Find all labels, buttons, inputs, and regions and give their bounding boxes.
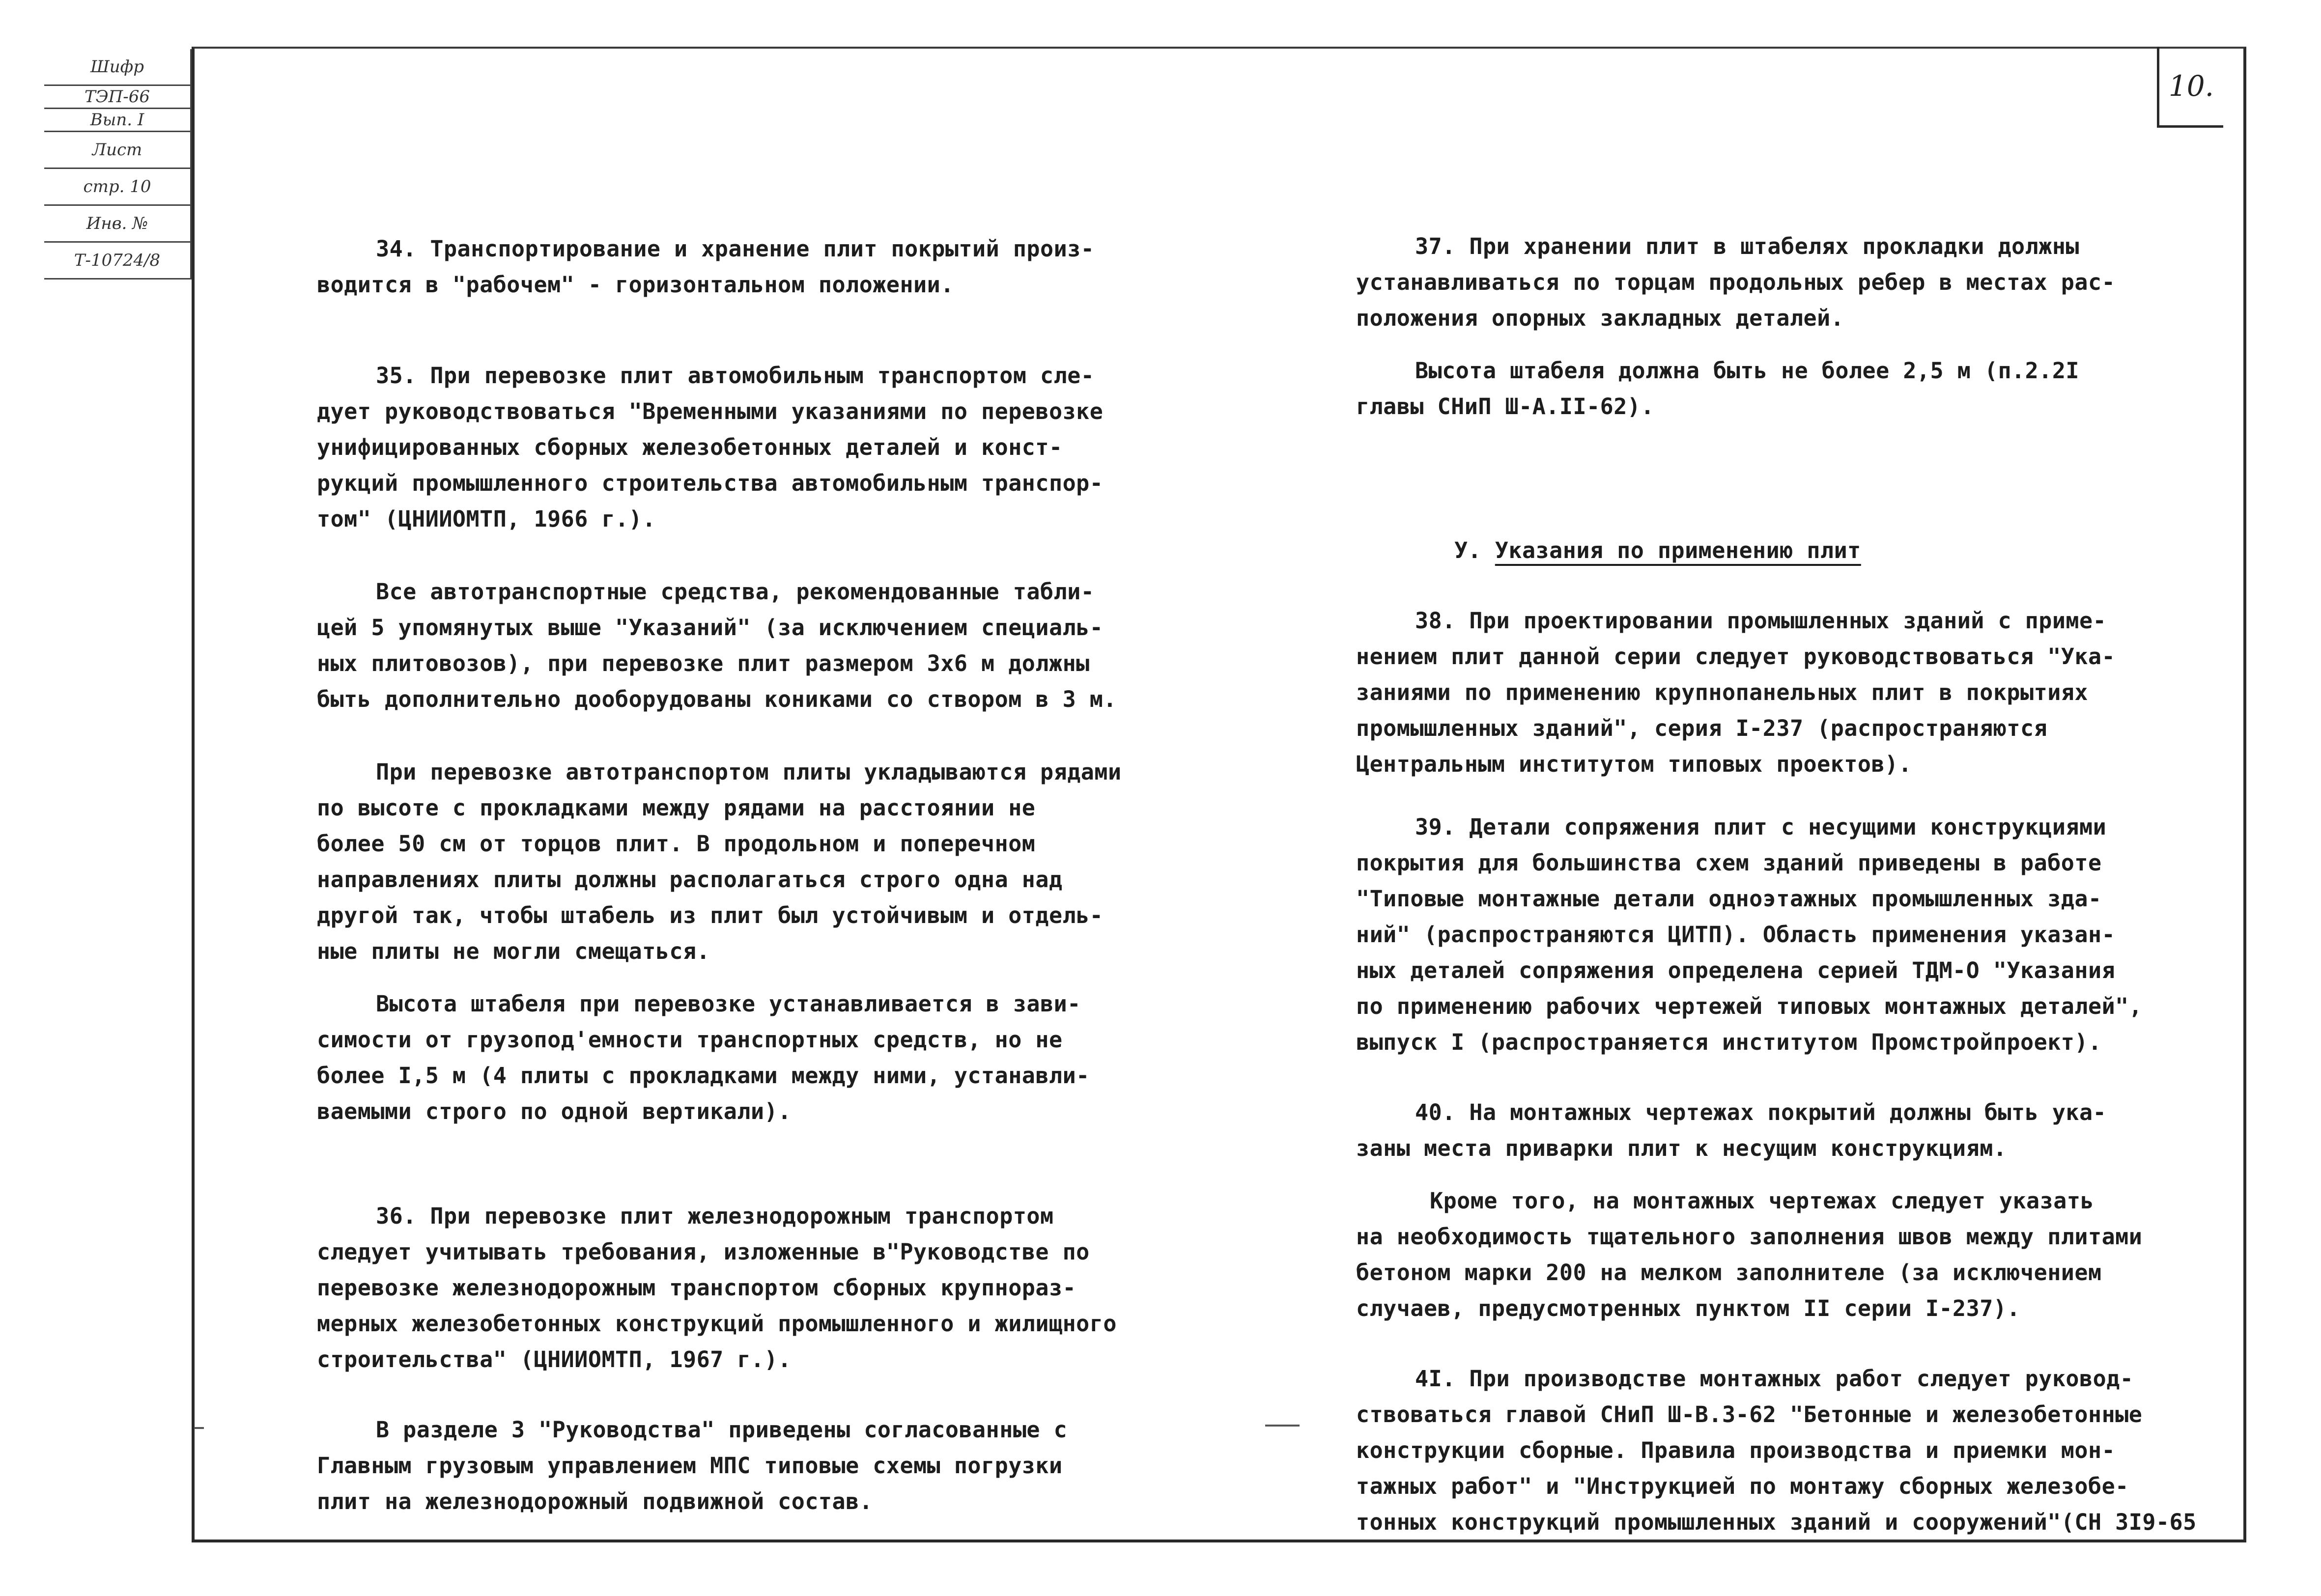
text-line: ных плитовозов), при перевозке плит размером 3х6 м должны: [317, 650, 1090, 676]
paragraph-39: [1356, 809, 2231, 1060]
text-line: рукций промышленного строительства автомобильным транспор-: [317, 470, 1104, 496]
text-line: дует руководствоваться "Временными указаниями по перевозке: [317, 398, 1104, 424]
archive-stamp: [44, 49, 192, 280]
text-line: 4I. При производстве монтажных работ следует руковод-: [1415, 1366, 2134, 1392]
text-line: ний" (распространяются ЦИТП). Область применения указан-: [1356, 922, 2116, 948]
page-number: 10.: [2157, 47, 2223, 128]
text-line: покрытия для большинства схем зданий приведены в работе: [1356, 850, 2102, 876]
text-line: Кроме того, на монтажных чертежах следует указать: [1430, 1188, 2095, 1214]
text-line: более 50 см от торцов плит. В продольном и поперечном: [317, 831, 1036, 857]
text-line: 34. Транспортирование и хранение плит покрытий произ-: [376, 236, 1095, 262]
text-line: 36. При перевозке плит железнодорожным транспортом: [376, 1203, 1054, 1229]
text-line: ных деталей сопряжения определена серией ТДМ-О "Указания: [1356, 957, 2116, 983]
text-line: строительства" (ЦНИИОМТП, 1967 г.).: [317, 1346, 792, 1372]
text-line: заниями по применению крупнопанельных плит в покрытиях: [1356, 679, 2088, 705]
stamp-line: Т-10724/8: [44, 243, 192, 280]
paragraph-34: [317, 231, 1194, 303]
stamp-line: стр. 10: [44, 169, 192, 206]
stamp-line: Шифр: [44, 49, 192, 86]
text-line: главы СНиП Ш-А.II-62).: [1356, 393, 1655, 420]
text-line: по применению рабочих чертежей типовых монтажных деталей",: [1356, 993, 2143, 1019]
section-heading: [1356, 532, 2231, 568]
text-line: перевозке железнодорожным транспортом сборных крупнораз-: [317, 1275, 1076, 1301]
paragraph-37-height: [1356, 353, 2231, 424]
text-line: При перевозке автотранспортом плиты укладываются рядами: [376, 759, 1122, 785]
margin-tick: [194, 1427, 204, 1429]
paragraph-35-vehicles: [317, 574, 1194, 717]
stamp-line: ТЭП-66: [44, 86, 192, 109]
paragraph-36-section3: [317, 1412, 1194, 1519]
paragraph-38: [1356, 603, 2231, 782]
paragraph-35-height: [317, 986, 1194, 1129]
paragraph-35: [317, 358, 1194, 537]
text-line: унифицированных сборных железобетонных деталей и конст-: [317, 434, 1063, 460]
text-line: 37. При хранении плит в штабелях прокладки должны: [1415, 233, 2080, 259]
text-line: на необходимость тщательного заполнения швов между плитами: [1356, 1224, 2143, 1250]
text-line: 39. Детали сопряжения плит с несущими конструкциями: [1415, 814, 2107, 840]
paragraph-37: [1356, 228, 2231, 336]
right-column: [1356, 228, 2231, 1540]
text-line: быть дополнительно дооборудованы кониками со створом в 3 м.: [317, 686, 1117, 712]
text-line: заны места приварки плит к несущим конструкциям.: [1356, 1135, 2007, 1161]
text-line: Центральным институтом типовых проектов).: [1356, 751, 1912, 777]
text-line: ваемыми строго по одной вертикали).: [317, 1098, 792, 1124]
stamp-line: Инв. №: [44, 206, 192, 243]
text-line: мерных железобетонных конструкций промышленного и жилищного: [317, 1311, 1117, 1337]
text-line: "Типовые монтажные детали одноэтажных промышленных зда-: [1356, 886, 2102, 912]
left-column: [317, 231, 1194, 1519]
text-line: тажных работ" и "Инструкцией по монтажу сборных железобе-: [1356, 1473, 2129, 1499]
text-line: водится в "рабочем" - горизонтальном положении.: [317, 272, 954, 298]
text-line: конструкции сборные. Правила производства и приемки мон-: [1356, 1437, 2116, 1463]
paragraph-40: [1356, 1094, 2231, 1166]
section-number: У.: [1454, 537, 1482, 563]
text-line: Высота штабеля при перевозке устанавливается в зави-: [376, 991, 1081, 1017]
text-line: устанавливаться по торцам продольных ребер в местах рас-: [1356, 269, 2116, 295]
text-line: 38. При проектировании промышленных зданий с приме-: [1415, 608, 2107, 634]
paragraph-41: [1356, 1361, 2231, 1540]
text-line: 35. При перевозке плит автомобильным транспортом сле-: [376, 363, 1095, 389]
text-line: Высота штабеля должна быть не более 2,5 м (п.2.2I: [1415, 358, 2080, 384]
text-line: более I,5 м (4 плиты с прокладками между ними, устанавли-: [317, 1063, 1090, 1089]
text-line: симости от грузопод'емности транспортных средств, но не: [317, 1027, 1063, 1053]
text-line: выпуск I (распространяется институтом Промстройпроект).: [1356, 1029, 2102, 1055]
text-line: ные плиты не могли смещаться.: [317, 938, 710, 964]
text-line: случаев, предусмотренных пунктом II серии I-237).: [1356, 1295, 2021, 1321]
text-line: Все автотранспортные средства, рекомендованные табли-: [376, 579, 1095, 605]
text-line: В разделе 3 "Руководства" приведены согласованные с: [376, 1417, 1068, 1443]
text-line: 40. На монтажных чертежах покрытий должны быть ука-: [1415, 1099, 2107, 1125]
paragraph-35-stacking: [317, 754, 1194, 969]
text-line: промышленных зданий", серия I-237 (распространяются: [1356, 715, 2048, 741]
text-line: направлениях плиты должны располагаться строго одна над: [317, 867, 1063, 893]
section-title: Указания по применению плит: [1495, 537, 1861, 563]
text-line: по высоте с прокладками между рядами на расстоянии не: [317, 795, 1036, 821]
stamp-line: Вып. I: [44, 109, 192, 132]
text-line: бетоном марки 200 на мелком заполнителе (за исключением: [1356, 1260, 2102, 1286]
text-line: Главным грузовым управлением МПС типовые схемы погрузки: [317, 1453, 1063, 1479]
text-line: ствоваться главой СНиП Ш-В.3-62 "Бетонные и железобетонные: [1356, 1401, 2143, 1428]
text-line: положения опорных закладных деталей.: [1356, 305, 1844, 331]
text-line: другой так, чтобы штабель из плит был устойчивым и отдель-: [317, 902, 1104, 928]
text-line: плит на железнодорожный подвижной состав.: [317, 1488, 873, 1514]
text-line: следует учитывать требования, изложенные в"Руководстве по: [317, 1239, 1090, 1265]
text-line: тонных конструкций промышленных зданий и сооружений"(СН 3I9-65: [1356, 1509, 2197, 1535]
paragraph-40-joints: [1356, 1183, 2231, 1326]
text-line: том" (ЦНИИОМТП, 1966 г.).: [317, 506, 656, 532]
stamp-line: Лист: [44, 132, 192, 169]
text-line: нением плит данной серии следует руководствоваться "Ука-: [1356, 644, 2116, 670]
margin-tick: [1265, 1425, 1300, 1427]
text-line: цей 5 упомянутых выше "Указаний" (за исключением специаль-: [317, 615, 1104, 641]
paragraph-36: [317, 1198, 1194, 1377]
